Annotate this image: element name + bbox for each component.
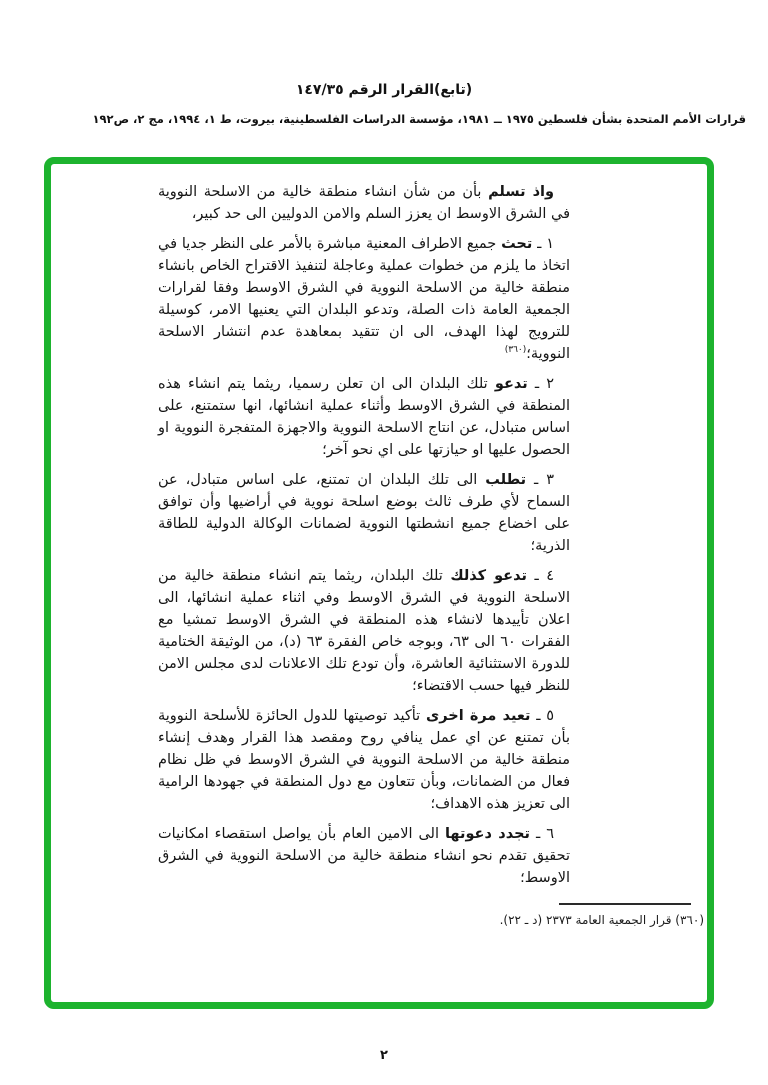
footnote-divider (559, 903, 691, 905)
paragraph-text: الى الامين العام بأن يواصل استقصاء امكانيات تحقيق تقدم نحو انشاء منطقة خالية من الاسلحة النووية في الشرق الاوسط؛ (158, 826, 570, 886)
paragraph-lead: تعيد مرة اخرى (425, 708, 531, 724)
paragraph-number: ٥ ـ (536, 708, 555, 724)
paragraph-lead: تدعو كذلك (450, 568, 527, 584)
paragraph-number: ١ ـ (537, 236, 554, 252)
operative-paragraph-6 (158, 823, 570, 889)
operative-paragraph-5 (158, 705, 570, 815)
citation-line: قرارات الأمم المتحدة بشأن فلسطين ١٩٧٥ ــ ١٩٨١، مؤسسة الدراسات الفلسطينية، بيروت، ط ١، ١٩٩٤، مج ٢، ص١٩٢ (92, 112, 746, 126)
resolution-text (158, 181, 570, 897)
operative-paragraph-3 (158, 469, 570, 557)
page-title: (تابع)القرار الرقم ١٤٧/٣٥ (295, 82, 473, 98)
paragraph-number: ٣ ـ (534, 472, 555, 488)
footnote-reference: (٣٦٠) (504, 345, 527, 356)
operative-paragraph-2 (158, 373, 570, 461)
paragraph-text: الى تلك البلدان ان تمتنع، على اساس متبادل، عن السماح لأي طرف ثالث بوضع اسلحة نووية في أراضيها وأن توافق على اخضاع جميع انشطتها النووية لضمانات الوكالة الدولية للطاقة الذرية؛ (158, 472, 570, 554)
preamble-text: بأن من شأن انشاء منطقة خالية من الاسلحة النووية في الشرق الاوسط ان يعزز السلم والامن الدوليين الى حد كبير، (158, 184, 570, 222)
paragraph-text: تأكيد توصيتها للدول الحائزة للأسلحة النووية بأن تمتنع عن اي عمل ينافي روح ومقصد هذا القرار وهدف إنشاء منطقة خالية من الاسلحة النووية في الشرق الاوسط في ظل نظام فعال من الضمانات، وبأن تتعاون مع دول المنطقة في جهودها الرامية الى تعزيز هذه الاهداف؛ (158, 708, 570, 812)
paragraph-lead: تدعو (494, 376, 528, 392)
preamble-paragraph (158, 181, 570, 225)
paragraph-lead: تجدد دعوتها (444, 826, 531, 842)
paragraph-number: ٢ ـ (534, 376, 555, 392)
paragraph-lead: تحث (501, 236, 533, 252)
paragraph-number: ٤ ـ (534, 568, 555, 584)
paragraph-lead: تطلب (485, 472, 527, 488)
operative-paragraph-1 (158, 233, 570, 365)
paragraph-text: جميع الاطراف المعنية مباشرة بالأمر على النظر جديا في اتخاذ ما يلزم من خطوات عملية وعاجلة لتنفيذ الاقتراح الخاص بانشاء منطقة خالية من الاسلحة النووية في الشرق الاوسط وفقا لقرارات الجمعية العامة ذات الصلة، وتدعو البلدان التي يعنيها الامر، كوسيلة للترويج لهذا الهدف، الى ان تتقيد بمعاهدة عدم انتشار الاسلحة النووية؛ (158, 236, 570, 362)
operative-paragraph-4 (158, 565, 570, 697)
paragraph-number: ٦ ـ (535, 826, 554, 842)
paragraph-text: تلك البلدان، ريثما يتم انشاء منطقة خالية من الاسلحة النووية في الشرق الاوسط وفي اثناء عملية انشائها، الى اعلان تأييدها لانشاء هذه المنطقة في الشرق الاوسط تمشيا مع الفقرات ٦٠ الى ٦٣، وبوجه خاص الفقرة ٦٣ (د)، من الوثيقة الختامية للدورة الاستثنائية العاشرة، وأن تودع تلك الاعلانات لدى مجلس الامن للنظر فيها حسب الاقتضاء؛ (158, 568, 570, 694)
preamble-lead: واذ تسلم (488, 184, 555, 200)
footnote-text: (٣٦٠) قرار الجمعية العامة ٢٣٧٣ (د ـ ٢٢). (499, 913, 704, 927)
page-number: ٢ (380, 1048, 388, 1063)
paragraph-text: تلك البلدان الى ان تعلن رسميا، ريثما يتم انشاء هذه المنطقة في الشرق الاوسط وأثناء عملية انشائها، انها ستمتنع، على اساس متبادل، عن انتاج الاسلحة النووية والاجهزة المتفجرة النووية او الحصول عليها او حيازتها على اي نحو آخر؛ (158, 376, 570, 458)
